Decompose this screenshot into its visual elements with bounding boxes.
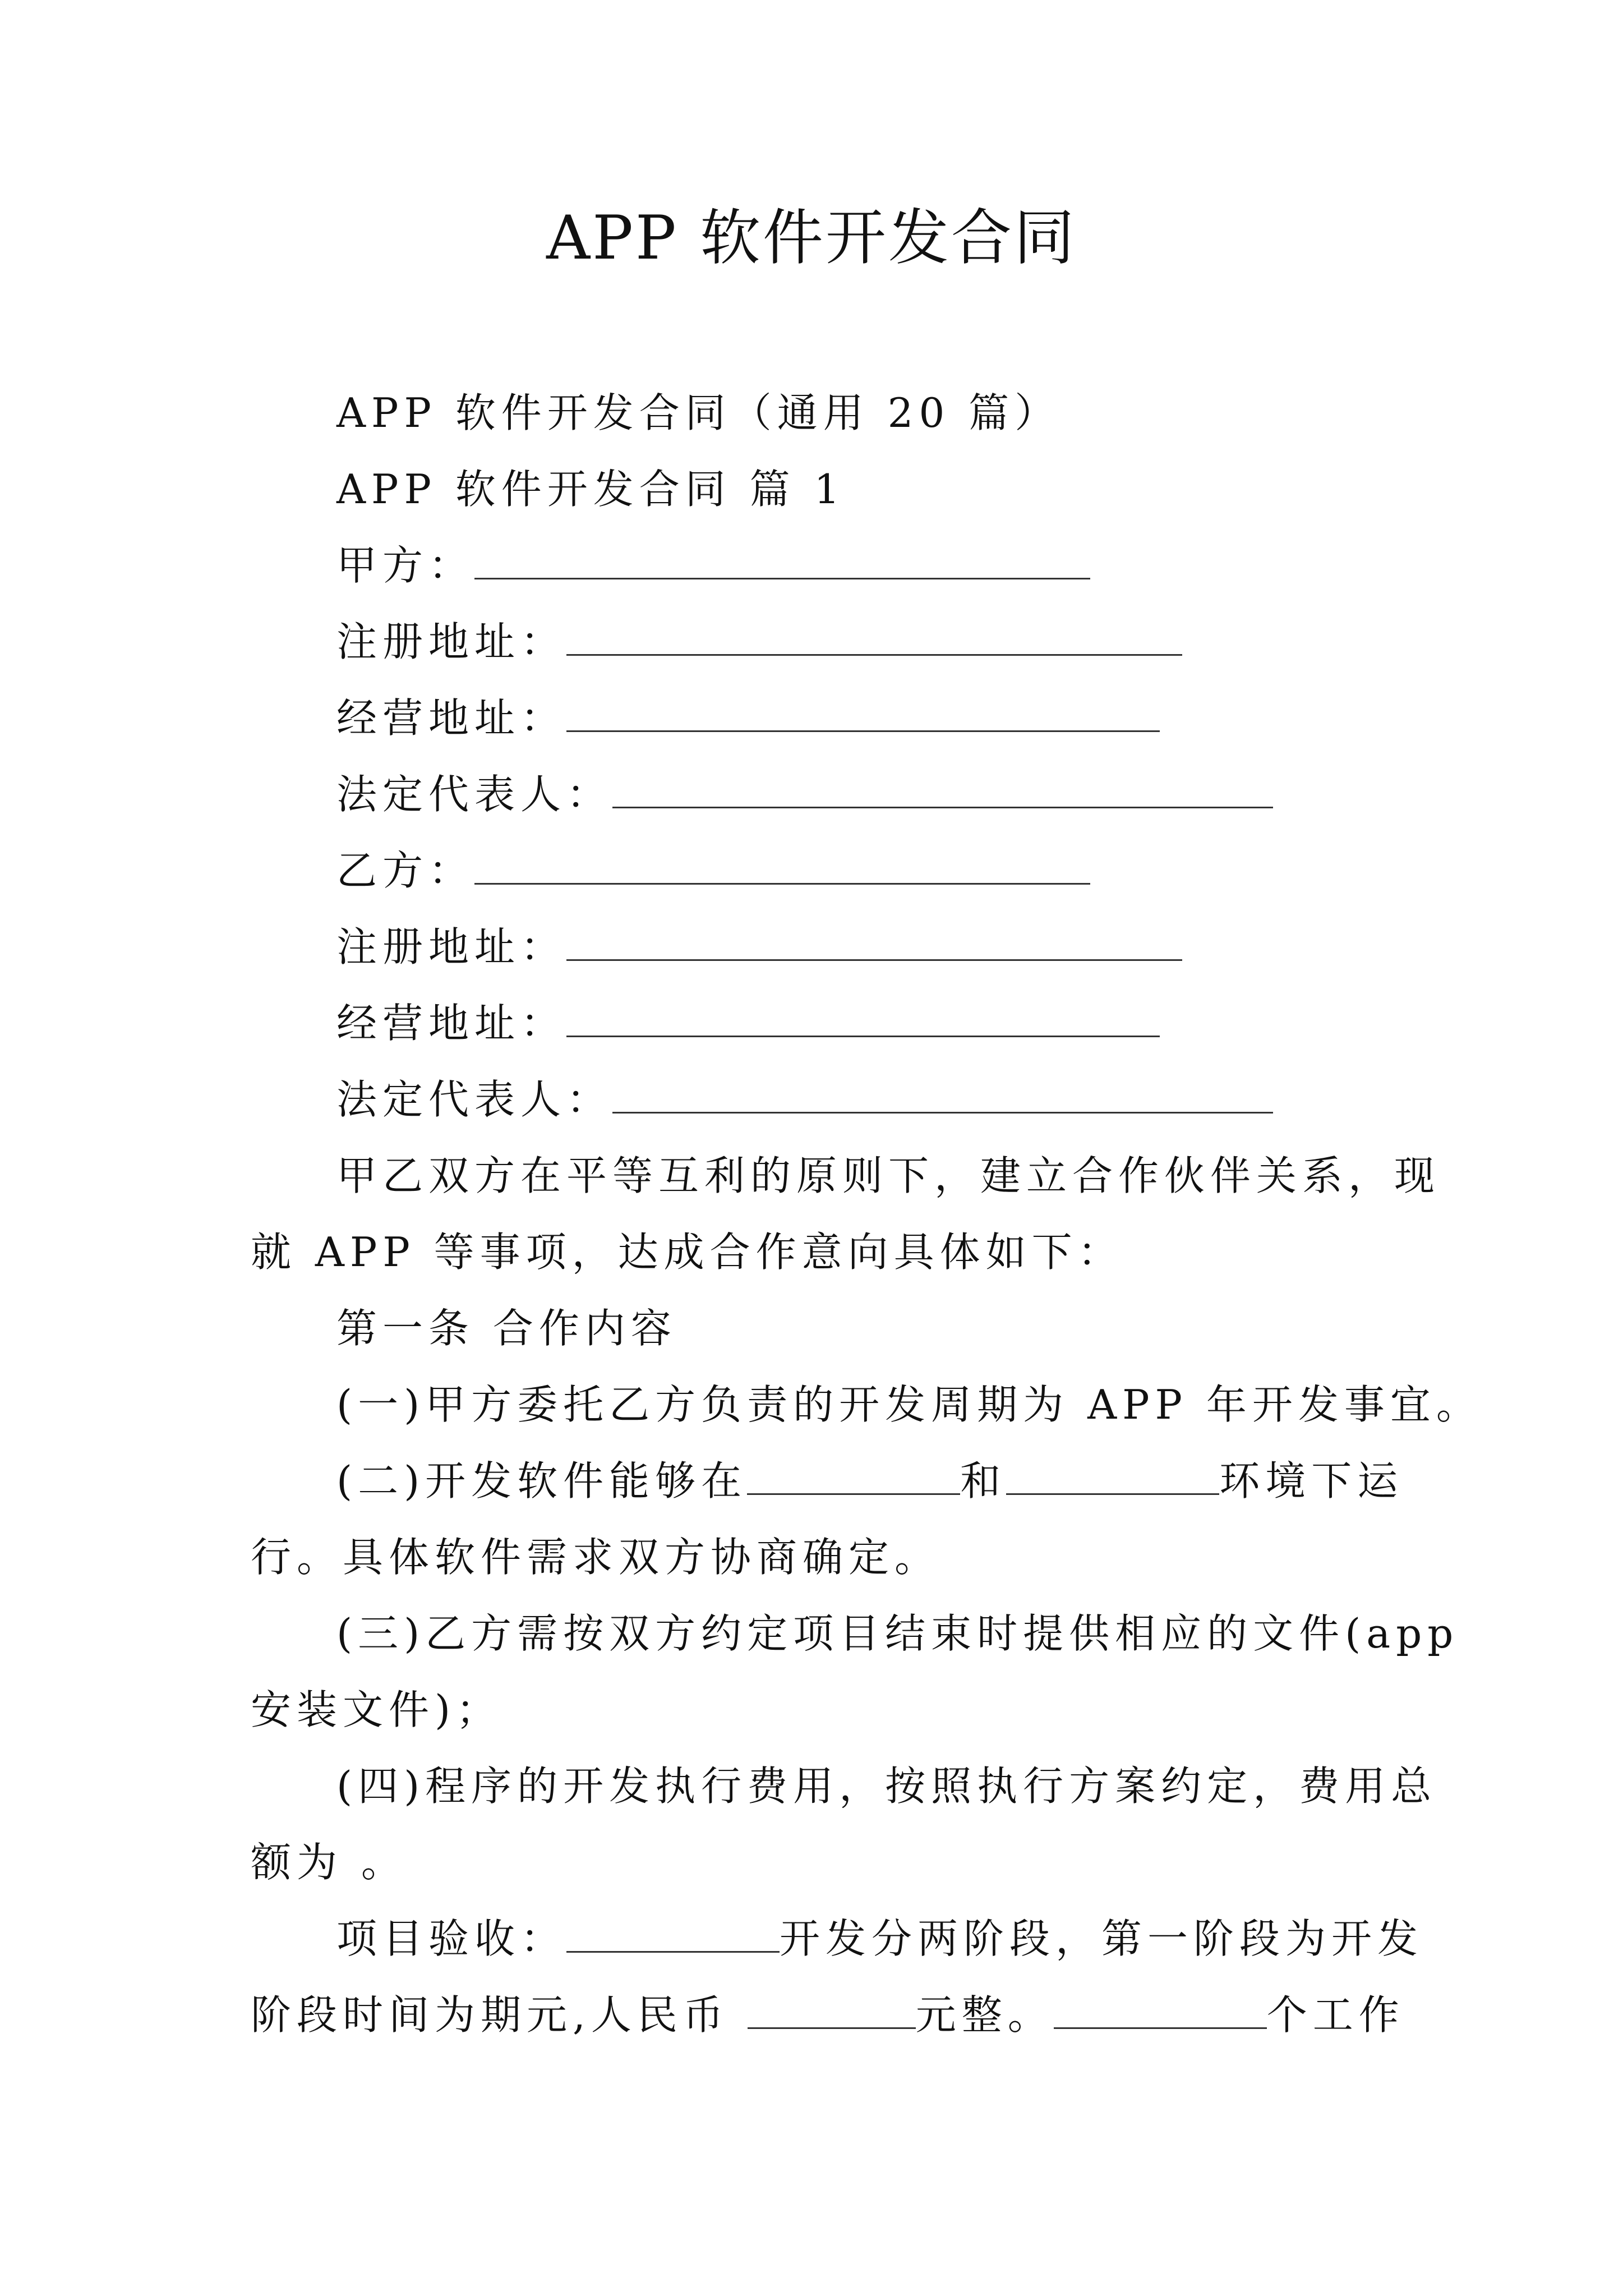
- clause-2-line-2: 行。具体软件需求双方协商确定。: [251, 1534, 941, 1581]
- intro-paragraph-line-1: 甲乙双方在平等互利的原则下，建立合作伙伴关系，现: [336, 1152, 1441, 1199]
- biz-addr-a-line: [336, 690, 1160, 746]
- acceptance-text-2: 阶段时间为期元,人民币: [251, 1991, 748, 2039]
- legal-rep-a-blank[interactable]: [612, 784, 1273, 808]
- acceptance-blank[interactable]: [566, 1929, 780, 1953]
- acceptance-line-1: [336, 1911, 1423, 1967]
- environment-1-blank[interactable]: [747, 1471, 960, 1495]
- article-1-heading: 第一条 合作内容: [336, 1305, 677, 1352]
- acceptance-label: 项目验收：: [336, 1915, 567, 1962]
- amount-blank[interactable]: [748, 2005, 916, 2029]
- reg-addr-b-blank[interactable]: [566, 937, 1182, 961]
- legal-rep-a-line: [336, 766, 1273, 822]
- legal-rep-a-label: 法定代表人：: [336, 771, 613, 818]
- party-a-label: 甲方：: [336, 542, 475, 589]
- chapter-heading: APP 软件开发合同 篇 1: [336, 466, 846, 513]
- legal-rep-b-line: [336, 1071, 1273, 1128]
- party-a-blank[interactable]: [474, 555, 1090, 579]
- clause-2-line-1: [336, 1453, 1403, 1509]
- clause-2-text-c: 环境下运: [1219, 1457, 1404, 1504]
- clause-4-line-2: 额为 。: [251, 1839, 407, 1886]
- party-b-line: [336, 843, 1090, 899]
- clause-2-text-a: (二)开发软件能够在: [336, 1457, 748, 1504]
- reg-addr-a-blank[interactable]: [566, 632, 1182, 656]
- party-b-label: 乙方：: [336, 847, 475, 894]
- clause-1: (一)甲方委托乙方负责的开发周期为 APP 年开发事宜。: [336, 1381, 1482, 1428]
- acceptance-text: 开发分两阶段，第一阶段为开发: [780, 1915, 1424, 1962]
- document-title: APP 软件开发合同: [546, 203, 1077, 273]
- legal-rep-b-blank[interactable]: [612, 1089, 1273, 1114]
- clause-2-text-b: 和: [960, 1457, 1007, 1504]
- clause-3-line-2: 安装文件)；: [251, 1686, 502, 1733]
- biz-addr-b-label: 经营地址：: [336, 1000, 567, 1047]
- legal-rep-b-label: 法定代表人：: [336, 1076, 613, 1123]
- acceptance-text-4: 个工作: [1266, 1991, 1405, 2039]
- reg-addr-a-line: [336, 614, 1182, 670]
- biz-addr-a-blank[interactable]: [566, 708, 1160, 732]
- reg-addr-a-label: 注册地址：: [336, 618, 567, 665]
- party-a-line: [336, 537, 1090, 593]
- intro-paragraph-line-2: 就 APP 等事项，达成合作意向具体如下：: [251, 1228, 1124, 1276]
- party-b-blank[interactable]: [474, 861, 1090, 885]
- subtitle: APP 软件开发合同（通用 20 篇）: [336, 389, 1061, 436]
- environment-2-blank[interactable]: [1006, 1471, 1219, 1495]
- reg-addr-b-line: [336, 919, 1182, 975]
- reg-addr-b-label: 注册地址：: [336, 923, 567, 970]
- biz-addr-b-blank[interactable]: [566, 1013, 1160, 1037]
- clause-4-line-1: (四)程序的开发执行费用，按照执行方案约定，费用总: [336, 1763, 1437, 1810]
- biz-addr-b-line: [336, 995, 1160, 1051]
- workdays-blank[interactable]: [1054, 2005, 1267, 2029]
- clause-3-line-1: (三)乙方需按双方约定项目结束时提供相应的文件(app: [336, 1610, 1459, 1657]
- biz-addr-a-label: 经营地址：: [336, 694, 567, 742]
- acceptance-text-3: 元整。: [915, 1991, 1054, 2039]
- acceptance-line-2: [251, 1987, 1405, 2043]
